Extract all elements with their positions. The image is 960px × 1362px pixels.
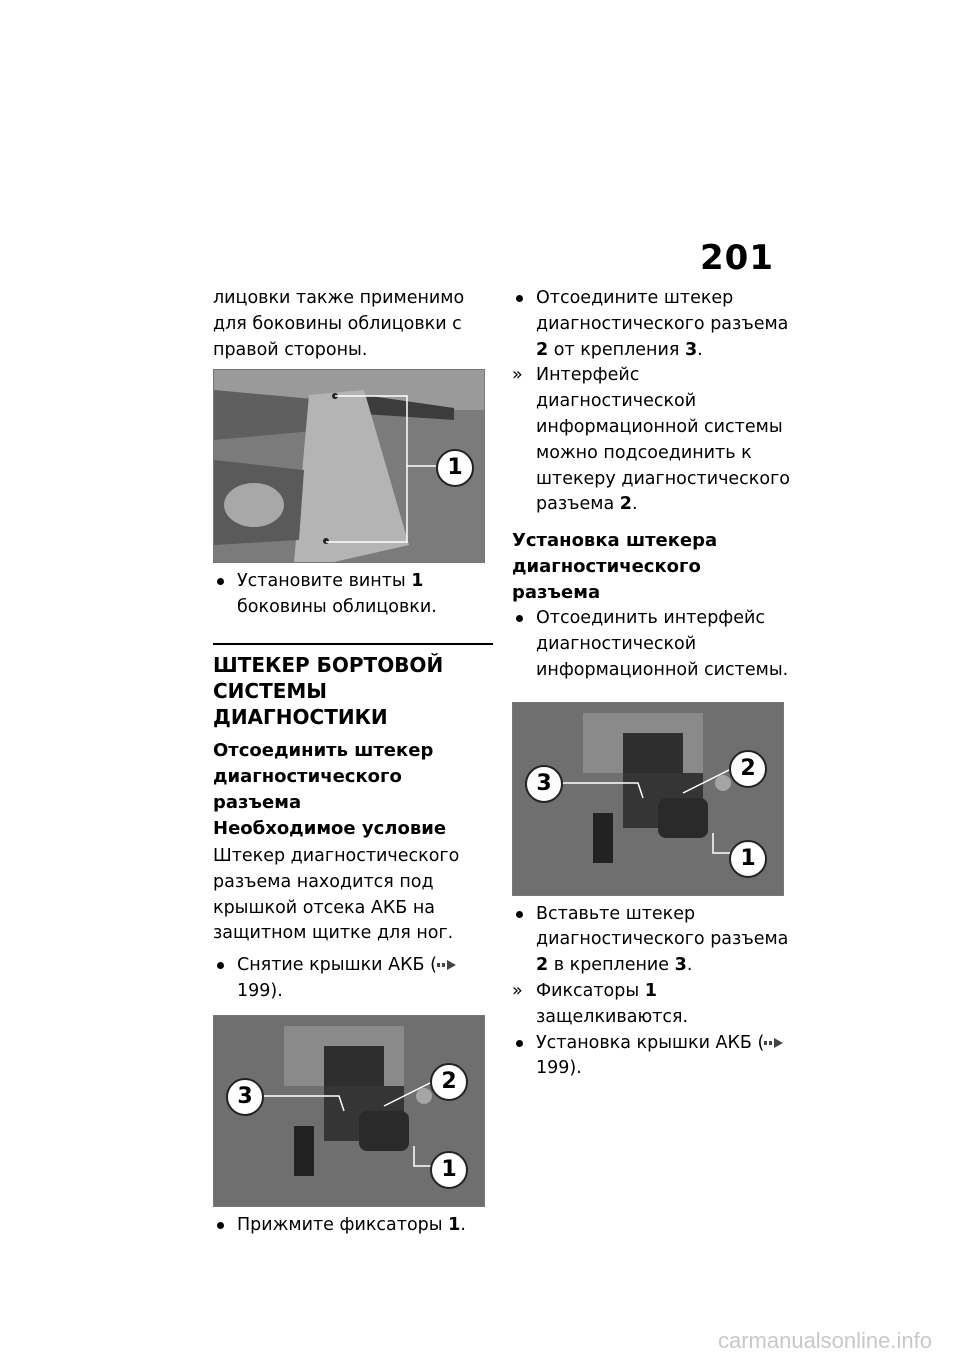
- figure-diagnostic-connector-left: [213, 1015, 485, 1207]
- result-arrow-icon: »: [512, 365, 523, 386]
- subheading-disconnect: Отсоединить штекер диагностического разъема: [213, 739, 434, 813]
- callout-3: 3: [525, 765, 563, 803]
- callout-2: 2: [729, 750, 767, 788]
- result-arrow-icon: »: [512, 980, 523, 1001]
- bullet-dot-icon: [516, 615, 523, 622]
- subheading-prerequisite: Необходимое условие: [213, 817, 447, 839]
- bullet-dot-icon: [516, 911, 523, 918]
- step-insert-plug: Вставьте штекер диагностического разъема 2 в крепление 3.: [512, 902, 792, 979]
- result-interface: » Интерфейс диагностической информационной системы можно подсоединить к штекеру диагностического разъема 2.: [512, 365, 790, 515]
- right-column: [512, 286, 792, 1082]
- watermark: carmanualsonline.info: [717, 1328, 932, 1353]
- prerequisite-text: Штекер диагностического разъема находится под крышкой отсека АКБ на защитном щитке для ног.: [213, 845, 460, 944]
- bullet-dot-icon: [516, 1040, 523, 1047]
- result-latches: » Фиксаторы 1 защелкиваются.: [512, 980, 689, 1027]
- step-install-cover: Установка крышки АКБ ( 199).: [512, 1031, 792, 1083]
- left-column: [213, 286, 493, 1239]
- step-remove-cover: Снятие крышки АКБ ( 199).: [213, 953, 493, 1005]
- bullet-dot-icon: [516, 295, 523, 302]
- section-title: ШТЕКЕР БОРТОВОЙ СИСТЕМЫ ДИАГНОСТИКИ: [213, 643, 493, 730]
- step-connect-interface: Отсоединить интерфейс диагностической информационной системы.: [512, 606, 792, 683]
- figure-fairing-screws: [213, 369, 485, 563]
- page-reference-arrow-icon: [764, 1037, 784, 1049]
- callout-2: 2: [430, 1063, 468, 1101]
- bullet-dot-icon: [217, 962, 224, 969]
- step-press-latches: Прижмите фиксаторы 1.: [213, 1213, 493, 1239]
- callout-1: 1: [430, 1151, 468, 1189]
- callout-1: 1: [436, 449, 474, 487]
- intro-text: лицовки также применимо для боковины облицовки с правой стороны.: [213, 288, 465, 360]
- step-disconnect-plug: Отсоедините штекер диагностического разъема 2 от крепления 3.: [512, 286, 792, 363]
- callout-3: 3: [226, 1078, 264, 1116]
- step-install-screws: Установите винты 1 боковины облицовки.: [213, 569, 493, 621]
- bullet-dot-icon: [217, 1222, 224, 1229]
- page-number: 201: [700, 238, 774, 278]
- callout-1: 1: [729, 840, 767, 878]
- bullet-dot-icon: [217, 578, 224, 585]
- page-reference-arrow-icon: [437, 959, 457, 971]
- figure-diagnostic-connector-right: [512, 702, 784, 896]
- subheading-install: Установка штекера диагностического разъема: [512, 530, 718, 604]
